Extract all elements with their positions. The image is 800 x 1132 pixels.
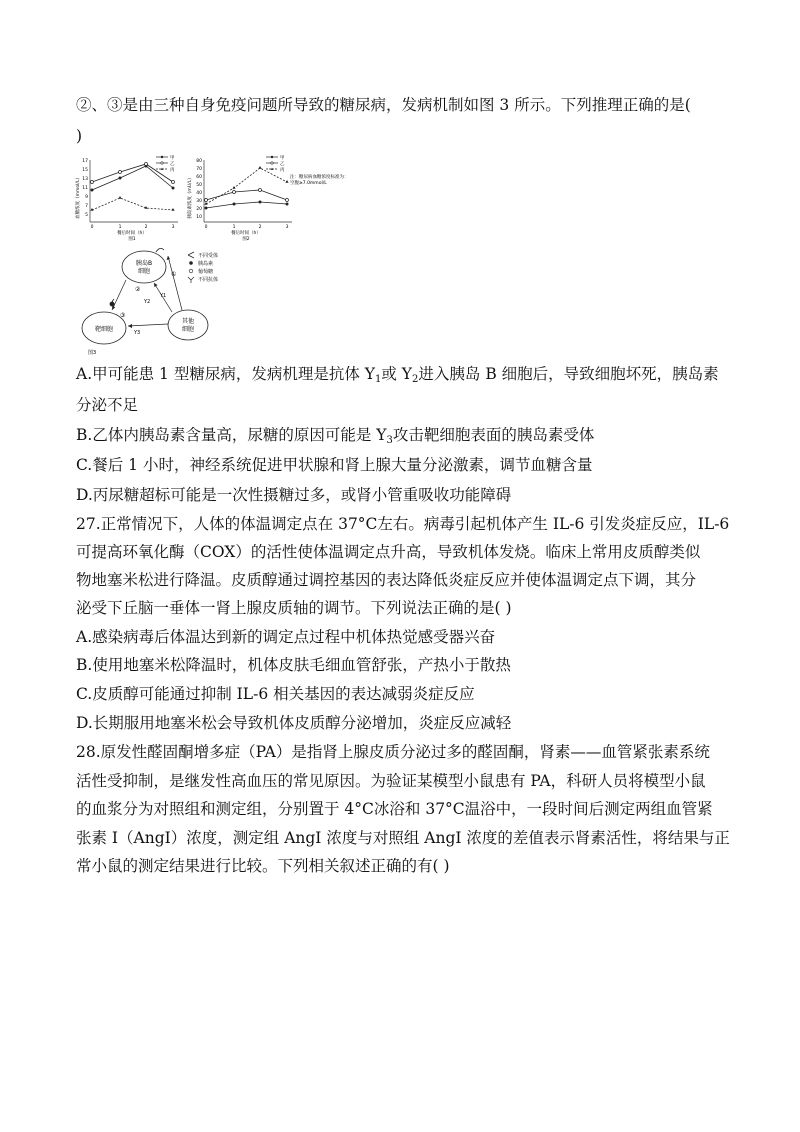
q28-stem-line-2: 活性受抑制，是继发性高血压的常见原因。为验证某模型小鼠患有 PA，科研人员将模型小鼠 [76,772,706,790]
fig2-series-jia [206,202,287,208]
q26-option-d: D.丙尿糖超标可能是一次性摄糖过多，或肾小管重吸收功能障碍 [76,486,512,504]
fig1-xlabel: 餐后时间（h） [117,231,147,236]
q26-intro-line-1: ②、③是由三种自身免疫问题所导致的糖尿病，发病机制如图 3 所示。下列推理正确的是( [76,96,691,114]
q28-stem-line-5: 常小鼠的测定结果进行比较。下列相关叙述正确的有( ) [76,857,450,875]
fig1-series-yi [92,164,173,182]
fig2-series-bing [206,168,287,204]
fig3-label-2: ② [135,286,141,293]
fig1-xtick: 0 [90,225,94,230]
fig2-ytick: 10 [196,215,202,220]
fig3-target-label: 靶细胞 [94,326,114,333]
subscript: 2 [412,374,419,385]
fig3-other-label: 其他 [181,318,195,325]
fig3-label-3: ③ [120,312,126,319]
q27-option-a: A.感染病毒后体温达到新的调定点过程中机体热觉感受器兴奋 [76,628,496,646]
fig1-ytick: 13 [82,177,88,182]
q26-option-b [76,425,594,445]
fig1-chart [74,154,178,242]
fig2-ytick: 40 [196,191,202,196]
fig2-legend-item: 乙 [280,162,285,167]
fig2-ytick: 20 [196,207,202,212]
q27-stem-line-3: 物地塞米松进行降温。皮质醇通过调控基因的表达降低炎症反应并使体温调定点下调，其分 [76,571,697,589]
fig2-ytick: 80 [196,159,202,164]
q27-stem-line-1: 27.正常情况下，人体的体温调定点在 37°C左右。病毒引起机体产生 IL-6 引发炎症反应，IL-6 [76,515,730,533]
subscript: 3 [386,435,393,446]
fig2-ytick: 60 [196,175,202,180]
fig1-ytick: 7 [85,204,88,209]
fig1-legend-item: 甲 [170,156,175,161]
fig1-ytick: 11 [82,186,88,191]
q26-option-b-text: B.乙体内胰岛素含量高，尿糖的原因可能是 Y [76,426,387,444]
fig2-ylabel: 胰岛素浓度（mU/L） [188,175,193,219]
fig3-legend-item: 胰岛素 [198,261,214,267]
fig1-ytick: 9 [85,195,88,200]
fig3-legend-item: 不同受体 [198,253,219,259]
fig2-xtick: 3 [285,225,289,230]
fig2-note-line-2: 空腹≥7.0mmol/L [290,181,327,186]
q26-intro-line-2: ) [76,127,83,145]
q27-stem-line-4: 泌受下丘脑一垂体一肾上腺皮质轴的调节。下列说法正确的是( ) [76,599,512,617]
fig3-diagram [82,248,218,356]
fig1-ytick: 5 [85,213,88,218]
q26-option-a-line-1 [76,364,719,384]
fig2-note-line-1: 注：糖尿病血糖浓度标准为： [290,175,349,180]
q27-stem-line-2: 可提高环氧化酶（COX）的活性使体温调定点升高，导致机体发烧。临床上常用皮质醇类似 [76,543,701,561]
fig3-other-label: 细胞 [181,326,195,333]
fig1-ytick: 15 [82,168,88,173]
q26-option-c: C.餐后 1 小时，神经系统促进甲状腺和肾上腺大量分泌激素，调节血糖含量 [76,456,593,474]
fig1-ylabel: 血糖浓度（mmol/L） [76,175,81,219]
q28-stem-line-3: 的血浆分为对照组和测定组，分别置于 4°C冰浴和 37°C温浴中，一段时间后测定两组血管紧 [76,800,713,818]
fig1-xtick: 1 [118,225,122,230]
fig3-label-y3: Y3 [134,330,141,336]
fig2-chart [186,154,349,242]
fig3-label-y1: Y1 [160,293,167,299]
fig3-legend-item: 葡萄糖 [198,269,214,275]
fig3-label-y2: Y2 [144,299,151,305]
fig2-ytick: 50 [196,183,202,188]
fig1-legend [156,154,175,173]
q26-option-b-text: 攻击靶细胞表面的胰岛素受体 [392,426,595,444]
fig2-series-yi [206,190,287,200]
subscript: 1 [375,374,382,385]
q27-option-c: C.皮质醇可能通过抑制 IL-6 相关基因的表达减弱炎症反应 [76,685,475,703]
fig3-other-cell [168,310,208,340]
fig1-xtick: 3 [171,225,175,230]
q28-stem-line-4: 张素 I（AngI）浓度，测定组 AngI 浓度与对照组 AngI 浓度的差值表示肾素活性，将结果与正 [76,829,730,847]
fig1-caption: 图1 [128,237,136,242]
fig1-ytick: 17 [82,159,88,164]
q26-option-a-text: A.甲可能患 1 型糖尿病，发病机理是抗体 Y [76,365,375,383]
q27-option-d: D.长期服用地塞米松会导致机体皮质醇分泌增加，炎症反应减轻 [76,714,512,732]
q26-option-a-line-2: 分泌不足 [76,396,139,414]
fig3-legend [188,252,218,283]
q26-option-a-text: 进入胰岛 B 细胞后，导致细胞坏死，胰岛素 [418,365,719,383]
fig2-caption: 图2 [242,237,250,242]
fig2-ytick: 30 [196,199,202,204]
fig1-series-bing [92,198,173,210]
fig3-label-1: ① [171,271,177,278]
q26-option-a-text: 或 Y [381,365,413,383]
fig2-legend [266,154,285,173]
fig3-legend-item: 不同抗体 [198,277,219,283]
fig3-islet-label: 细胞 [137,268,151,275]
fig2-xtick: 2 [258,225,262,230]
q27-option-b: B.使用地塞米松降温时，机体皮肤毛细血管舒张，产热小于散热 [76,656,511,674]
fig1-legend-item: 乙 [170,162,175,167]
q28-stem-line-1: 28.原发性醛固酮增多症（PA）是指肾上腺皮质分泌过多的醛固酮，肾素——血管紧张素系统 [76,743,710,761]
fig3-caption: 图3 [88,350,97,356]
fig2-xlabel: 餐后时间（h） [231,231,261,236]
fig1-xtick: 2 [144,225,148,230]
fig2-xtick: 1 [232,225,236,230]
figure-block [76,152,349,357]
fig2-xtick: 0 [204,225,208,230]
fig2-legend-item: 甲 [280,156,285,161]
fig3-islet-cell [122,251,166,283]
fig3-islet-label: 胰岛B [135,260,153,267]
fig2-ytick: 70 [196,167,202,172]
figure-svg [76,152,349,357]
fig1-legend-item: 丙 [170,168,175,173]
fig2-legend-item: 丙 [280,168,285,173]
